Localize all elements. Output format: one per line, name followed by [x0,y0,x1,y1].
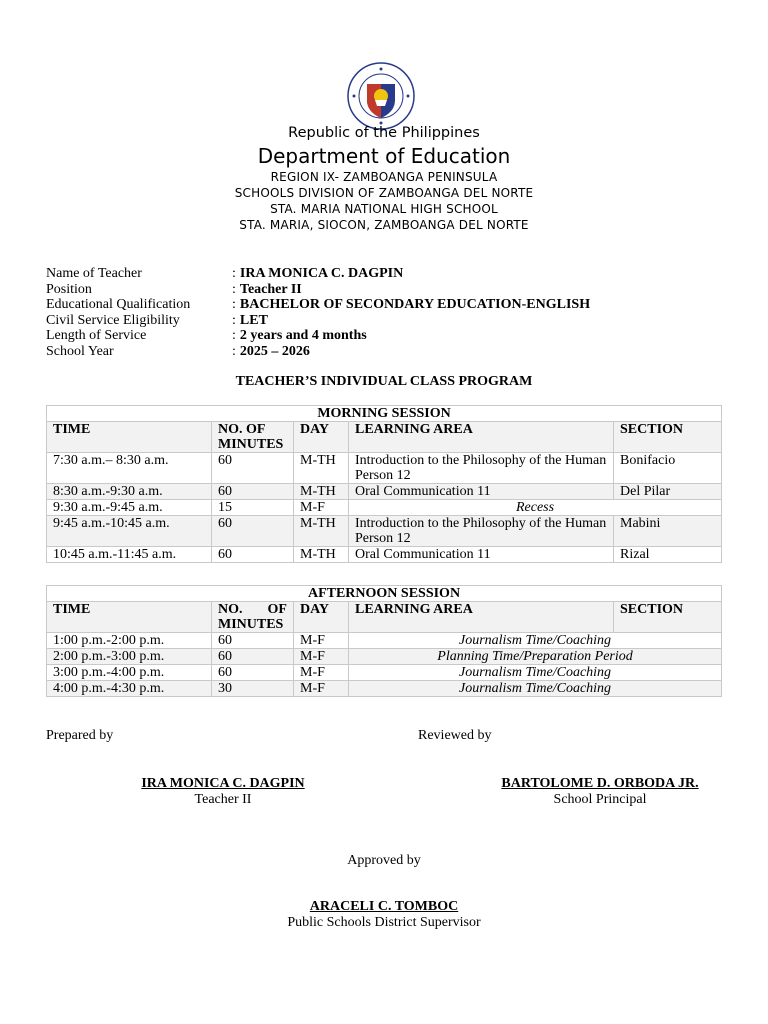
cell-minutes: 15 [212,500,294,516]
table-row [47,649,722,665]
info-row: Educational Qualification : BACHELOR OF SECONDARY EDUCATION-ENGLISH [46,297,591,312]
cell-minutes: 60 [212,649,294,665]
division-line: SCHOOLS DIVISION OF ZAMBOANGA DEL NORTE [234,186,534,200]
table-header-row [47,602,722,633]
col-header-area: LEARNING AREA [349,602,614,633]
cell-time: 9:30 a.m.-9:45 a.m. [47,500,212,516]
col-header-section: SECTION [614,422,722,453]
cell-time: 9:45 a.m.-10:45 a.m. [47,516,212,547]
approved-signatory [234,899,534,931]
cell-area: Planning Time/Preparation Period [349,649,722,665]
program-title: TEACHER’S INDIVIDUAL CLASS PROGRAM [235,374,533,389]
cell-minutes: 60 [212,516,294,547]
cell-section: Del Pilar [614,484,722,500]
cell-day: M-F [294,665,349,681]
address-line: STA. MARIA, SIOCON, ZAMBOANGA DEL NORTE [239,218,529,232]
approved-name: ARACELI C. TOMBOC [309,899,459,914]
cell-day: M-TH [294,484,349,500]
info-row: Position : Teacher II [46,281,302,297]
col-header-minutes: NO. OF MINUTES [212,602,294,633]
cell-day: M-F [294,649,349,665]
info-label: Length of Service [46,328,147,343]
cell-minutes: 60 [212,665,294,681]
info-value: 2 years and 4 months [239,328,367,343]
cell-area: Introduction to the Philosophy of the Human Person 12 [349,516,614,547]
teacher-info [46,266,590,359]
table-row [47,665,722,681]
cell-section: Bonifacio [614,453,722,484]
cell-area: Introduction to the Philosophy of the Human Person 12 [349,453,614,484]
info-value: BACHELOR OF SECONDARY EDUCATION-ENGLISH [239,297,591,312]
school-line: STA. MARIA NATIONAL HIGH SCHOOL [270,202,498,216]
col-header-section: SECTION [614,602,722,633]
table-row [47,453,722,484]
cell-day: M-F [294,681,349,697]
col-header-time: TIME [47,602,212,633]
info-label: School Year [46,343,114,359]
reviewed-signatory [480,776,720,808]
info-value: LET [239,312,268,328]
table-row [47,633,722,649]
cell-minutes: 30 [212,681,294,697]
info-label: Name of Teacher [46,266,142,281]
reviewed-role: School Principal [553,792,647,807]
table-header-row [47,422,722,453]
cell-section: Rizal [614,547,722,563]
info-label: Civil Service Eligibility [46,312,180,328]
col-header-time: TIME [47,422,212,453]
cell-area: Oral Communication 11 [349,547,614,563]
info-row: Length of Service : 2 years and 4 months [46,328,367,343]
prepared-by-label: Prepared by [46,728,114,743]
table-row [47,681,722,697]
info-value: Teacher II [239,281,302,297]
cell-day: M-TH [294,453,349,484]
cell-time: 3:00 p.m.-4:00 p.m. [47,665,212,681]
info-row: Name of Teacher : IRA MONICA C. DAGPIN [46,266,404,281]
cell-time: 8:30 a.m.-9:30 a.m. [47,484,212,500]
cell-day: M-TH [294,547,349,563]
cell-day: M-TH [294,516,349,547]
cell-section: Mabini [614,516,722,547]
cell-time: 1:00 p.m.-2:00 p.m. [47,633,212,649]
cell-minutes: 60 [212,484,294,500]
cell-time: 7:30 a.m.– 8:30 a.m. [47,453,212,484]
cell-area: Recess [349,500,722,516]
prepared-role: Teacher II [194,792,252,807]
cell-time: 2:00 p.m.-3:00 p.m. [47,649,212,665]
cell-minutes: 60 [212,633,294,649]
info-value: 2025 – 2026 [239,343,310,359]
region-line: REGION IX- ZAMBOANGA PENINSULA [270,170,498,184]
info-label: Educational Qualification [46,297,191,312]
cell-day: M-F [294,633,349,649]
col-header-area: LEARNING AREA [349,422,614,453]
cell-area: Journalism Time/Coaching [349,681,722,697]
cell-day: M-F [294,500,349,516]
table-row [47,516,722,547]
session-title: AFTERNOON SESSION [47,586,722,602]
reviewed-name: BARTOLOME D. ORBODA JR. [501,776,699,791]
info-row: School Year : 2025 – 2026 [46,343,310,359]
cell-time: 10:45 a.m.-11:45 a.m. [47,547,212,563]
deped-seal-icon [347,62,415,130]
cell-area: Journalism Time/Coaching [349,665,722,681]
cell-minutes: 60 [212,547,294,563]
approved-role: Public Schools District Supervisor [287,915,481,930]
cell-area: Journalism Time/Coaching [349,633,722,649]
table-row [47,484,722,500]
col-header-day: DAY [294,422,349,453]
cell-minutes: 60 [212,453,294,484]
afternoon-schedule-table [46,585,722,697]
department-title: Department of Education [257,144,511,168]
col-header-minutes: NO. OF MINUTES [212,422,294,453]
cell-area: Oral Communication 11 [349,484,614,500]
table-row [47,500,722,516]
prepared-name: IRA MONICA C. DAGPIN [141,776,305,791]
info-value: IRA MONICA C. DAGPIN [239,266,404,281]
table-row [47,547,722,563]
info-row: Civil Service Eligibility : LET [46,312,268,328]
approved-by-label: Approved by [347,853,421,868]
col-header-day: DAY [294,602,349,633]
info-label: Position [46,281,92,297]
republic-line: Republic of the Philippines [288,125,480,141]
morning-schedule-table [46,405,722,563]
reviewed-by-label: Reviewed by [418,728,492,743]
session-title: MORNING SESSION [47,406,722,422]
prepared-signatory [123,776,323,808]
cell-time: 4:00 p.m.-4:30 p.m. [47,681,212,697]
